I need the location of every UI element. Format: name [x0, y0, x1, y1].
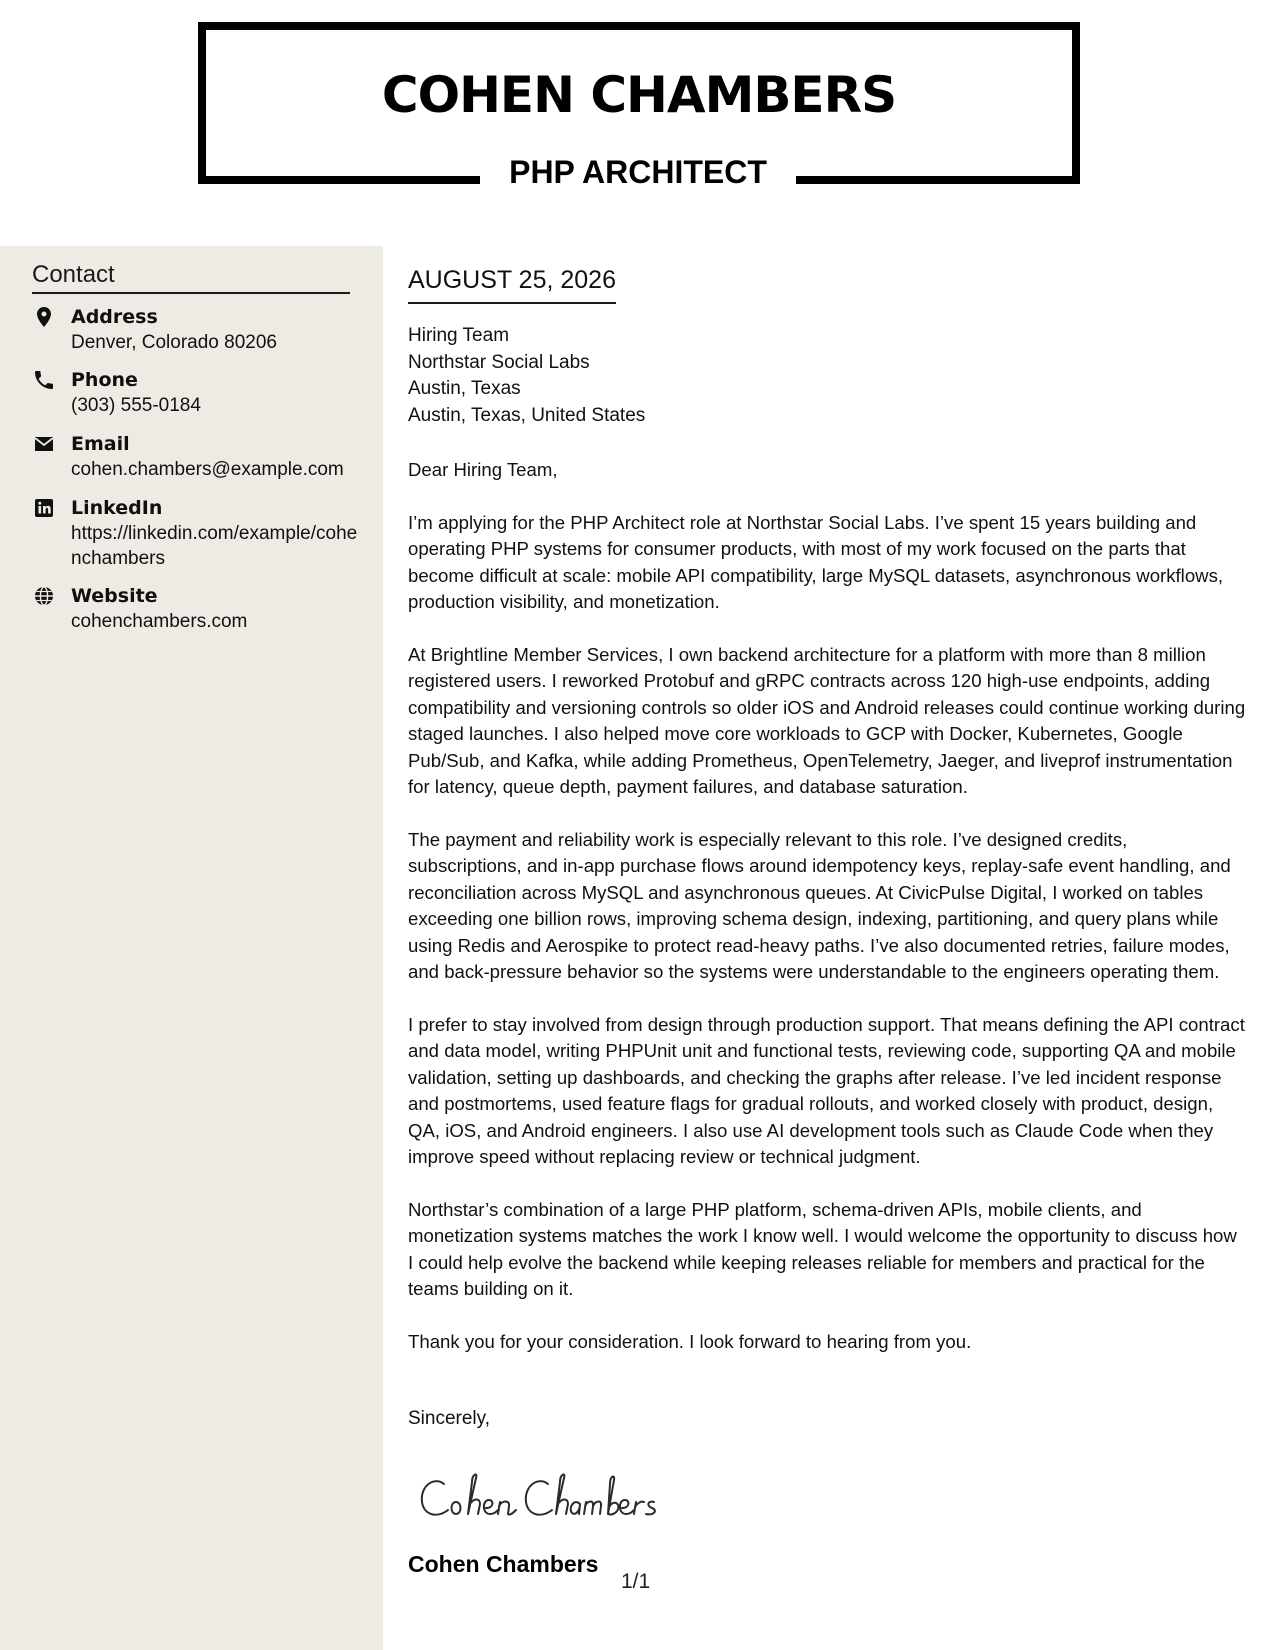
- recipient-line: Austin, Texas, United States: [408, 404, 646, 426]
- letter-paragraph: The payment and reliability work is especially relevant to this role. I’ve designed credits, subscriptions, and in-app purchase flows around idempotency keys, replay-safe event handling, and reconciliation across MySQL and asynchronous queues. At CivicPulse Digital, I worked on tables exceeding one billion rows, improving schema design, indexing, partitioning, and query plans while using Redis and Aerospike to protect read-heavy paths. I’ve also documented retries, failure modes, and back-pressure behavior so the systems were understandable to the engineers operating them.: [408, 828, 1231, 982]
- linkedin-icon: [32, 496, 56, 520]
- recipient-line: Northstar Social Labs: [408, 351, 590, 373]
- contact-value-address: Denver, Colorado 80206: [71, 332, 277, 353]
- job-title-wrap: [480, 146, 796, 198]
- applicant-name: COHEN CHAMBERS: [381, 66, 897, 124]
- contact-heading: Contact: [32, 262, 350, 294]
- contact-value-phone: (303) 555-0184: [71, 395, 201, 416]
- recipient-line: Hiring Team: [408, 325, 510, 346]
- page-number: 1/1: [621, 1570, 651, 1593]
- letter-paragraph: Thank you for your consideration. I look forward to hearing from you.: [408, 1330, 972, 1352]
- contact-label-phone: Phone: [71, 369, 138, 391]
- letter-body: [408, 457, 1246, 1381]
- contact-label-website: Website: [71, 585, 158, 607]
- envelope-icon: [32, 432, 56, 456]
- letter-paragraph: Northstar’s combination of a large PHP platform, schema-driven APIs, mobile clients, and monetization systems matches the work I know well. I would welcome the opportunity to discuss how I could help evolve the backend while keeping releases reliable for members and practical for the teams building on it.: [408, 1198, 1237, 1299]
- salutation: Dear Hiring Team,: [408, 459, 558, 480]
- contact-label-email: Email: [71, 433, 130, 455]
- handwritten-signature: [414, 1462, 674, 1532]
- contact-value-linkedin[interactable]: https://linkedin.com/example/cohenchambers: [71, 523, 358, 569]
- letter-date: AUGUST 25, 2026: [408, 266, 616, 304]
- phone-icon: [32, 368, 56, 392]
- closing: Sincerely,: [408, 1408, 491, 1429]
- letter-paragraph: I prefer to stay involved from design through production support. That means defining the API contract and data model, writing PHPUnit unit and functional tests, reviewing code, supporting QA and mobile validation, setting up dashboards, and checking the graphs after release. I’ve led incident response and postmortems, used feature flags for gradual rollouts, and worked closely with product, design, QA, iOS, and Android engineers. I also use AI development tools such as Claude Code when they improve speed without replacing review or technical judgment.: [408, 1013, 1245, 1167]
- contact-value-email[interactable]: cohen.chambers@example.com: [71, 459, 344, 480]
- map-pin-icon: [32, 305, 56, 329]
- letter-paragraph: At Brightline Member Services, I own backend architecture for a platform with more than 8 million registered users. I reworked Protobuf and gRPC contracts across 120 high-use endpoints, adding compatibility and versioning controls so older iOS and Android releases could continue working during staged launches. I also helped move core workloads to GCP with Docker, Kubernetes, Google Pub/Sub, and Kafka, while adding Prometheus, OpenTelemetry, Jaeger, and liveprof instrumentation for latency, queue depth, payment failures, and database saturation.: [408, 643, 1246, 797]
- contact-value-website[interactable]: cohenchambers.com: [71, 611, 248, 632]
- recipient-block: [408, 323, 1208, 429]
- signer-name: Cohen Chambers: [408, 1551, 599, 1577]
- job-title: PHP ARCHITECT: [509, 154, 767, 190]
- letter-paragraph: I’m applying for the PHP Architect role at Northstar Social Labs. I’ve spent 15 years building and operating PHP systems for consumer products, with most of my work focused on the parts that become difficult at scale: mobile API compatibility, large MySQL datasets, asynchronous workflows, production visibility, and monetization.: [408, 511, 1224, 612]
- recipient-line: Austin, Texas: [408, 378, 521, 399]
- globe-icon: [32, 584, 56, 608]
- contact-label-linkedin: LinkedIn: [71, 497, 163, 519]
- contact-label-address: Address: [71, 306, 158, 328]
